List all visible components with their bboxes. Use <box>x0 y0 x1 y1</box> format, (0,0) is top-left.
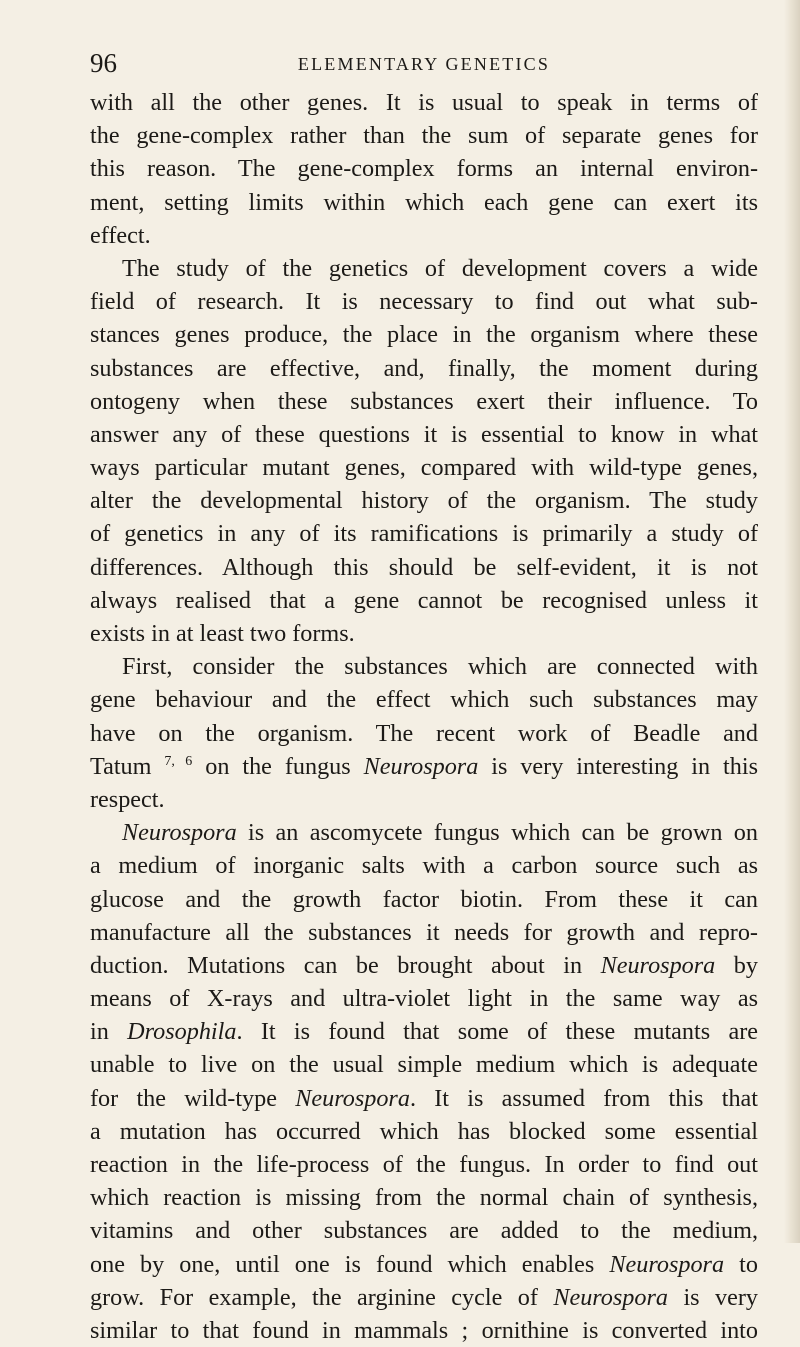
text-line: First, consider the substances which are connected with <box>122 653 758 681</box>
running-title: ELEMENTARY GENETICS <box>297 54 551 74</box>
text-line: exists in at least two forms. <box>90 620 355 647</box>
text-line: effect. <box>90 221 151 249</box>
text-line: The study of the genetics of development covers a wide <box>122 254 758 282</box>
taxon-name: Drosophila <box>127 1018 237 1046</box>
text-line: duction. Mutations can be brought about in Neurospora by <box>90 951 758 979</box>
text-line: stances genes produce, the place in the organism where these <box>90 321 758 349</box>
text-line: grow. For example, the arginine cycle of Neurospora is very <box>90 1283 758 1311</box>
page-header <box>90 48 758 82</box>
text-line: of genetics in any of its ramifications is primarily a study of <box>90 520 758 548</box>
taxon-name: Neurospora <box>295 1084 410 1112</box>
reference-superscript: 7, 6 <box>164 753 193 769</box>
text-line: this reason. The gene-complex forms an internal environ- <box>90 155 758 183</box>
text-line: Tatum $^{7, 6}$ on the fungus Neurospora is very interesting in this <box>90 752 758 780</box>
text-line: ways particular mutant genes, compared with wild-type genes, <box>90 454 758 482</box>
text-line: one by one, until one is found which enables Neurospora to <box>90 1250 758 1278</box>
text-line: in Drosophila. It is found that some of these mutants are <box>90 1018 758 1046</box>
text-line: always realised that a gene cannot be recognised unless it <box>90 586 758 614</box>
text-line: means of X-rays and ultra-violet light in the same way as <box>90 985 758 1013</box>
text-line: with all the other genes. It is usual to speak in terms of <box>90 89 758 116</box>
text-line: a medium of inorganic salts with a carbon source such as <box>90 852 758 880</box>
body-text <box>90 86 758 1347</box>
taxon-name: Neurospora <box>363 752 479 780</box>
text-line: substances are effective, and, finally, the moment during <box>90 354 758 382</box>
text-line: vitamins and other substances are added to the medium, <box>90 1217 758 1245</box>
text-line: ment, setting limits within which each gene can exert its <box>90 188 758 216</box>
text-line: differences. Although this should be self-evident, it is not <box>90 553 758 581</box>
text-line: field of research. It is necessary to find out what sub- <box>90 288 758 316</box>
text-line: manufacture all the substances it needs for growth and repro- <box>90 918 758 946</box>
page-number: 96 <box>90 48 117 78</box>
text-line: the gene-complex rather than the sum of separate genes for <box>90 122 758 150</box>
taxon-name: Neurospora <box>122 819 237 847</box>
text-line: unable to live on the usual simple medium which is adequate <box>90 1051 758 1079</box>
taxon-name: Neurospora <box>553 1283 669 1311</box>
text-line: alter the developmental history of the organism. The study <box>90 487 758 515</box>
text-line: for the wild-type Neurospora. It is assumed from this that <box>90 1084 758 1112</box>
page-edge-shadow <box>784 0 800 1243</box>
text-line: glucose and the growth factor biotin. From these it can <box>90 885 758 913</box>
text-line: a mutation has occurred which has blocked some essential <box>90 1117 758 1145</box>
text-line: respect. <box>90 785 165 813</box>
text-line: which reaction is missing from the normal chain of synthesis, <box>90 1184 758 1212</box>
text-line: ontogeny when these substances exert their influence. To <box>90 387 758 415</box>
taxon-name: Neurospora <box>600 951 716 979</box>
text-line: have on the organism. The recent work of Beadle and <box>90 719 758 747</box>
text-line: gene behaviour and the effect which such substances may <box>90 686 758 714</box>
text-line: Neurospora is an ascomycete fungus which can be grown on <box>122 819 758 847</box>
taxon-name: Neurospora <box>609 1250 725 1278</box>
text-line: similar to that found in mammals ; ornithine is converted into <box>90 1316 758 1344</box>
text-line: answer any of these questions it is essential to know in what <box>90 420 758 448</box>
text-line: reaction in the life-process of the fungus. In order to find out <box>90 1151 758 1178</box>
